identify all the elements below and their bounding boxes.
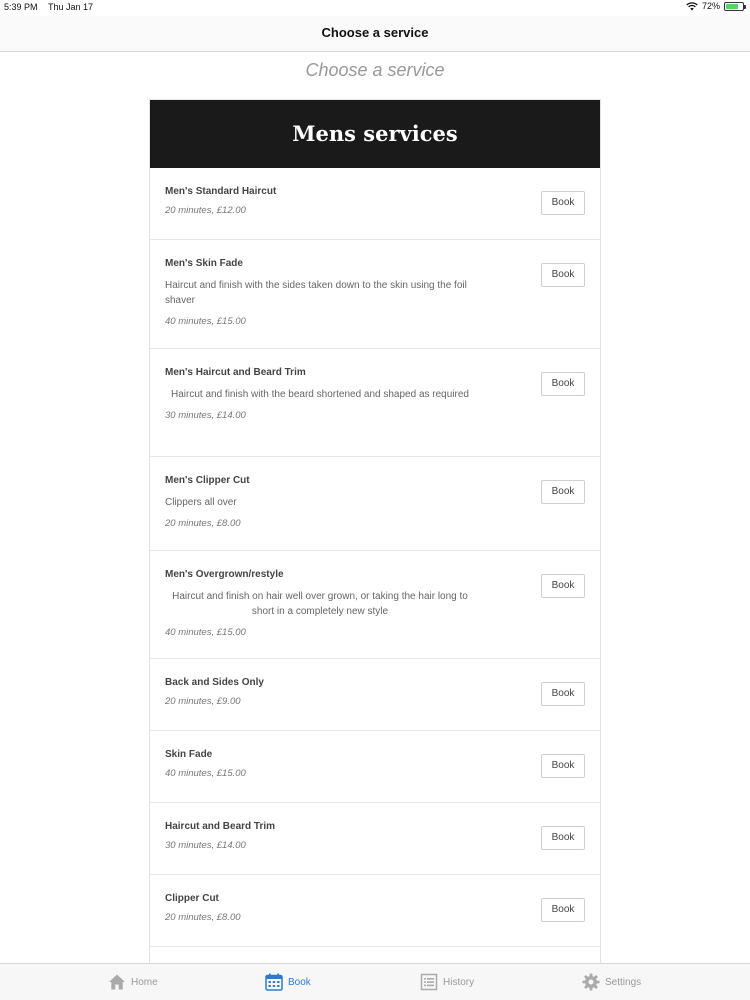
- service-item: [150, 457, 600, 551]
- service-description: Clippers all over: [165, 497, 237, 508]
- service-meta: 40 minutes, £15.00: [165, 627, 246, 638]
- nav-title: Choose a service: [321, 25, 429, 40]
- service-meta: 20 minutes, £12.00: [165, 205, 246, 216]
- book-button[interactable]: Book: [541, 372, 585, 396]
- book-button[interactable]: Book: [541, 826, 585, 850]
- service-meta: 40 minutes, £15.00: [165, 768, 246, 779]
- book-button[interactable]: Book: [541, 191, 585, 215]
- service-item: [150, 551, 600, 659]
- tab-label: Settings: [605, 976, 642, 988]
- service-name: Haircut and Beard Trim: [165, 821, 276, 832]
- tab-bar: [0, 963, 750, 1000]
- page-subtitle: Choose a service: [305, 60, 445, 80]
- service-meta: 20 minutes, £8.00: [165, 912, 241, 923]
- calendar-icon: [265, 973, 283, 991]
- service-description: Haircut and finish with the sides taken down to the skin using the foil shaver: [165, 280, 467, 306]
- service-item: [150, 659, 600, 731]
- service-meta: 20 minutes, £8.00: [165, 518, 241, 529]
- service-item: [150, 240, 600, 349]
- service-item: [150, 168, 600, 240]
- service-name: Men's Overgrown/restyle: [165, 569, 284, 580]
- tab-book[interactable]: [265, 964, 311, 1000]
- status-date: Thu Jan 17: [48, 2, 94, 12]
- history-icon: [420, 973, 438, 991]
- book-button[interactable]: Book: [541, 898, 585, 922]
- home-icon: [108, 973, 126, 991]
- gear-icon: [582, 973, 600, 991]
- service-item: [150, 803, 600, 875]
- services-card: [149, 99, 601, 965]
- battery-percent: 72%: [701, 1, 720, 11]
- battery-fill: [726, 4, 738, 9]
- service-item: [150, 731, 600, 803]
- section-title: Mens services: [150, 100, 600, 168]
- service-meta: 30 minutes, £14.00: [165, 840, 246, 851]
- service-name: Men's Haircut and Beard Trim: [165, 367, 306, 378]
- service-name: Skin Fade: [165, 749, 213, 760]
- book-button[interactable]: Book: [541, 682, 585, 706]
- battery-icon: [724, 2, 744, 11]
- service-item: [150, 349, 600, 457]
- service-name: Back and Sides Only: [165, 677, 264, 688]
- book-button[interactable]: Book: [541, 574, 585, 598]
- service-meta: 20 minutes, £9.00: [165, 696, 241, 707]
- book-button[interactable]: Book: [541, 263, 585, 287]
- service-name: Men's Clipper Cut: [165, 475, 250, 486]
- tab-history[interactable]: [420, 964, 474, 1000]
- status-time: 5:39 PM: [4, 2, 38, 12]
- service-meta: 30 minutes, £14.00: [165, 410, 246, 421]
- nav-bar: [0, 16, 750, 52]
- book-button[interactable]: Book: [541, 480, 585, 504]
- status-right: [686, 1, 744, 11]
- book-button[interactable]: Book: [541, 754, 585, 778]
- service-description: Haircut and finish on hair well over grown, or taking the hair long to short in a completely new style: [172, 591, 468, 617]
- tab-label: Home: [131, 976, 158, 988]
- service-name: Men's Skin Fade: [165, 258, 243, 269]
- wifi-icon: [686, 2, 698, 11]
- tab-settings[interactable]: [582, 964, 641, 1000]
- service-name: Men's Standard Haircut: [165, 186, 277, 197]
- tab-label: History: [443, 976, 475, 988]
- status-bar: [0, 0, 750, 16]
- service-description: Haircut and finish with the beard shortened and shaped as required: [171, 389, 469, 400]
- tab-label: Book: [288, 976, 311, 988]
- service-item: [150, 875, 600, 947]
- service-meta: 40 minutes, £15.00: [165, 316, 246, 327]
- tab-home[interactable]: [108, 964, 158, 1000]
- service-name: Clipper Cut: [165, 893, 219, 904]
